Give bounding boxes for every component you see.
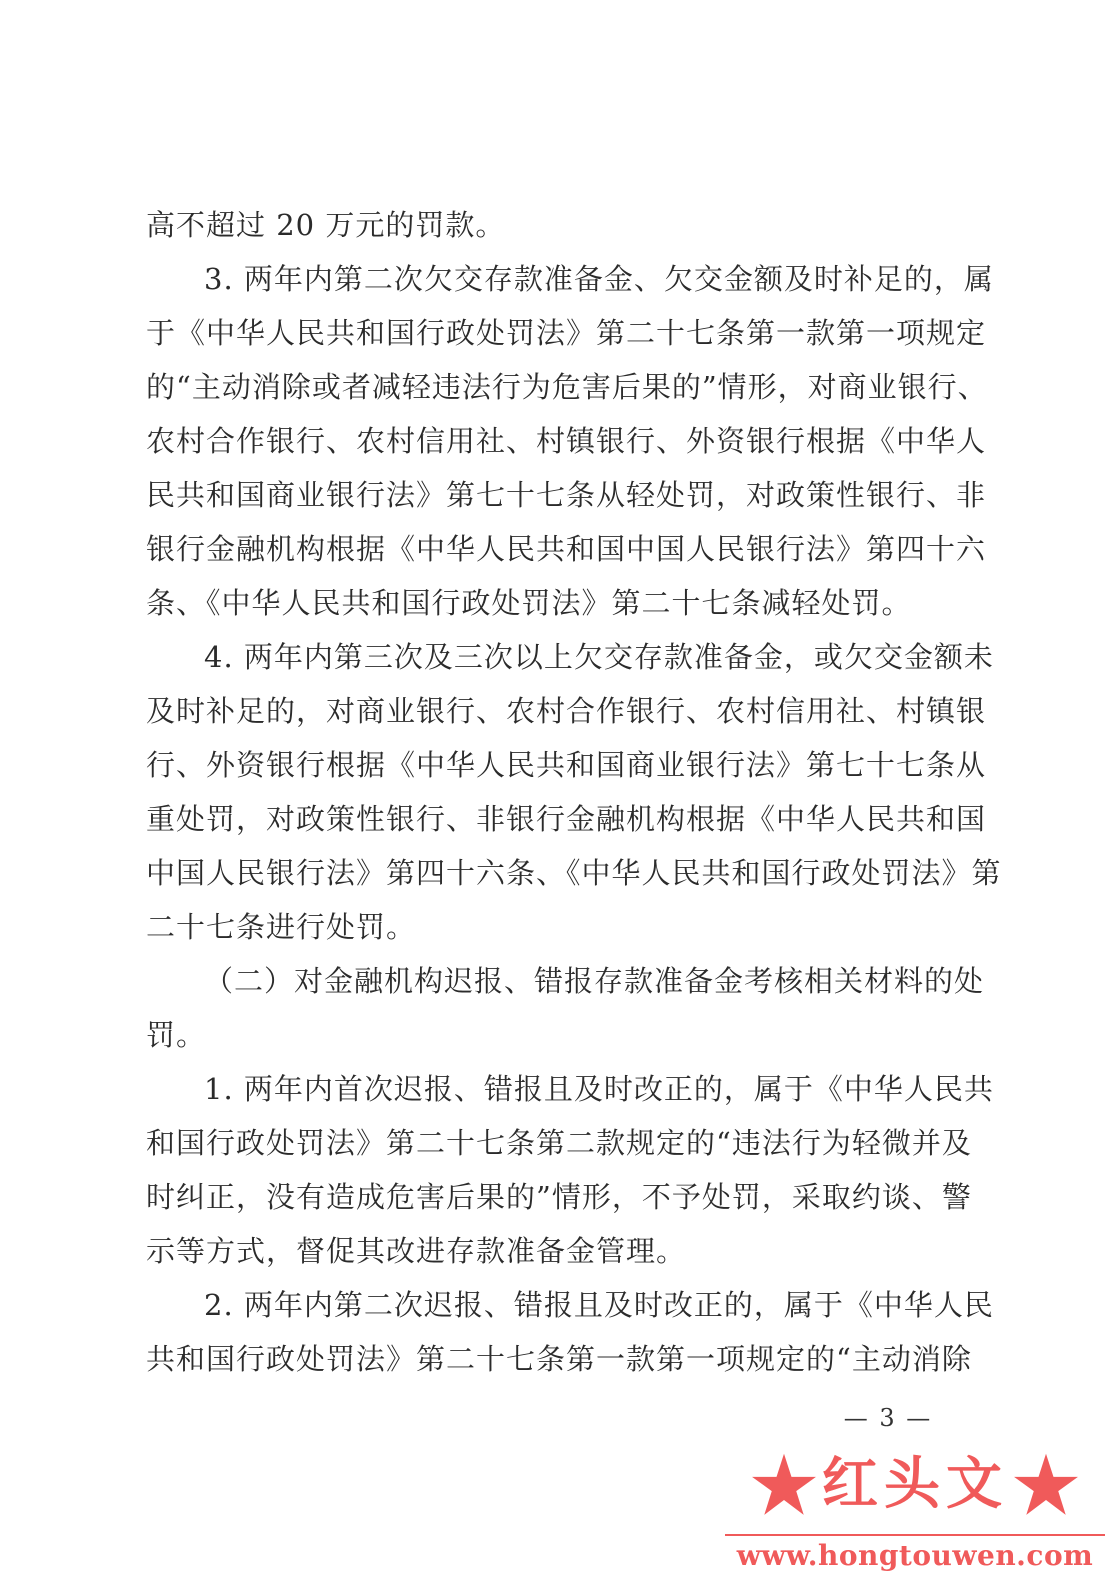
text-line-17: 1. 两年内首次迟报、错报且及时改正的，属于《中华人民共 <box>204 1072 994 1106</box>
text-line-19: 时纠正，没有造成危害后果的”情形，不予处罚，采取约谈、警 <box>146 1180 972 1214</box>
text-line-7: 银行金融机构根据《中华人民共和国中国人民银行法》第四十六 <box>146 532 987 566</box>
text-line-2: 3. 两年内第二次欠交存款准备金、欠交金额及时补足的，属 <box>204 262 994 296</box>
text-line-3: 于《中华人民共和国行政处罚法》第二十七条第一款第一项规定 <box>146 316 987 350</box>
text-line-13: 中国人民银行法》第四十六条、《中华人民共和国行政处罚法》第 <box>146 856 1002 890</box>
page-number: — 3 — <box>843 1404 933 1432</box>
text-line-22: 共和国行政处罚法》第二十七条第一款第一项规定的“主动消除 <box>146 1342 972 1376</box>
watermark-logo <box>725 1442 1105 1572</box>
text-line-1: 高不超过 20 万元的罚款。 <box>146 208 506 242</box>
text-line-20: 示等方式，督促其改进存款准备金管理。 <box>146 1234 687 1268</box>
text-line-11: 行、外资银行根据《中华人民共和国商业银行法》第七十七条从 <box>146 748 987 782</box>
star-icon <box>750 1451 818 1519</box>
watermark-url: www.hongtouwen.com <box>736 1539 1094 1572</box>
text-line-5: 农村合作银行、农村信用社、村镇银行、外资银行根据《中华人 <box>146 424 987 458</box>
text-line-9: 4. 两年内第三次及三次以上欠交存款准备金，或欠交金额未 <box>204 640 994 674</box>
watermark-divider <box>725 1534 1105 1536</box>
star-icon <box>1012 1451 1080 1519</box>
text-line-8: 条、《中华人民共和国行政处罚法》第二十七条减轻处罚。 <box>146 586 912 620</box>
text-line-16: 罚。 <box>146 1018 207 1052</box>
watermark-title <box>725 1442 1105 1527</box>
text-line-12: 重处罚，对政策性银行、非银行金融机构根据《中华人民共和国 <box>146 802 987 836</box>
watermark-title-text: 红头文 <box>822 1451 1008 1517</box>
text-line-10: 及时补足的，对商业银行、农村合作银行、农村信用社、村镇银 <box>146 694 987 728</box>
text-line-18: 和国行政处罚法》第二十七条第二款规定的“违法行为轻微并及 <box>146 1126 972 1160</box>
text-line-21: 2. 两年内第二次迟报、错报且及时改正的，属于《中华人民 <box>204 1288 994 1322</box>
text-line-15: （二）对金融机构迟报、错报存款准备金考核相关材料的处 <box>204 964 985 998</box>
text-line-6: 民共和国商业银行法》第七十七条从轻处罚，对政策性银行、非 <box>146 478 987 512</box>
text-line-14: 二十七条进行处罚。 <box>146 910 417 944</box>
text-line-4: 的“主动消除或者减轻违法行为危害后果的”情形，对商业银行、 <box>146 370 988 404</box>
